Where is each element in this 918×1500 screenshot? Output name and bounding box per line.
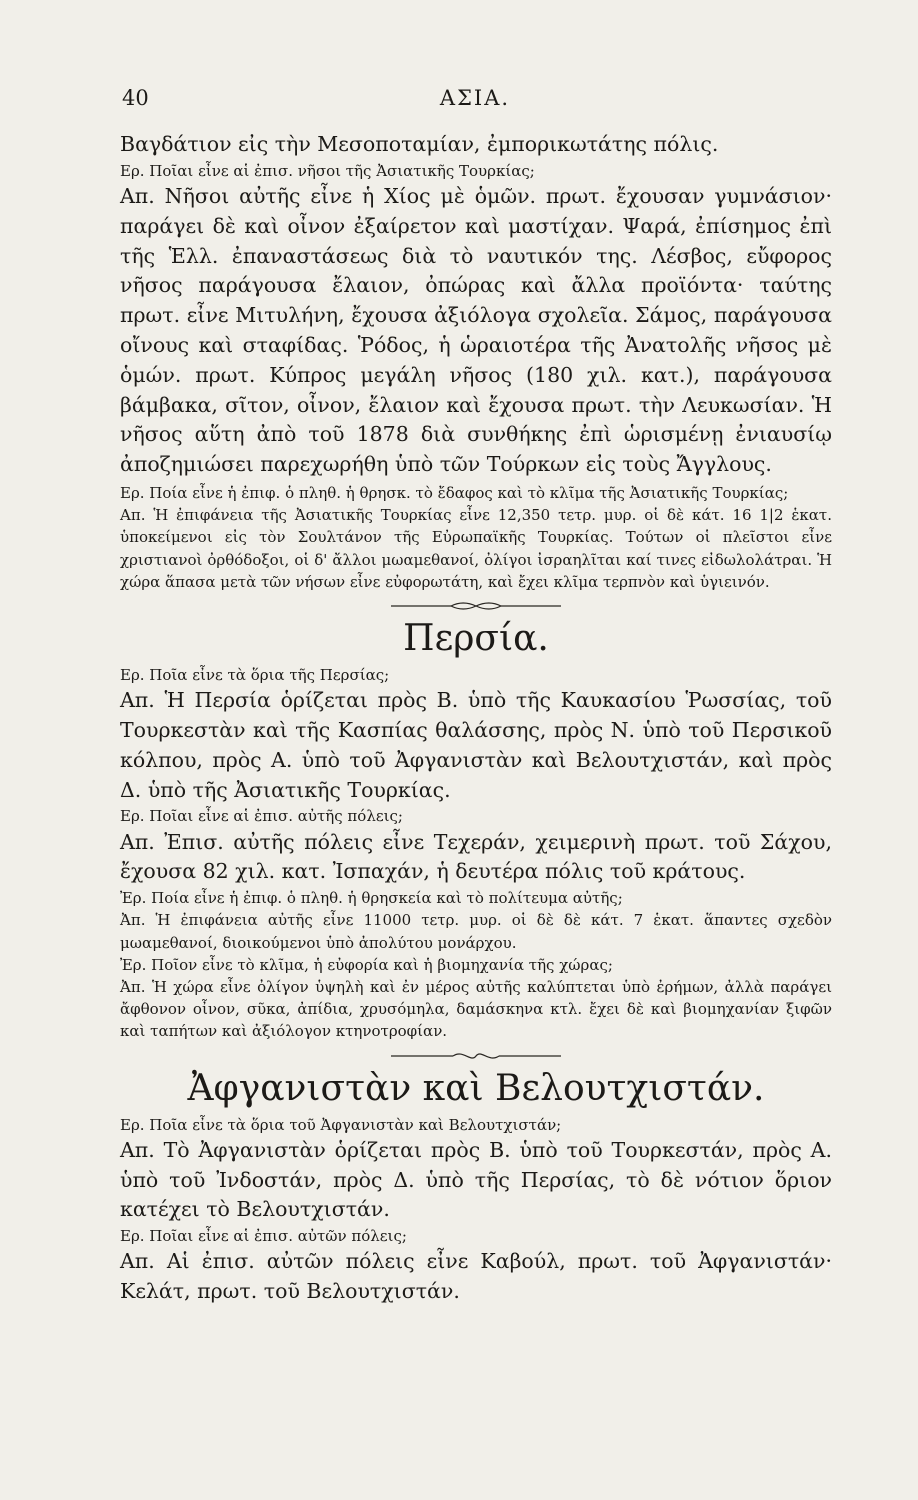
continued-paragraph: Βαγδάτιον εἰς τὴν Μεσοποταμίαν, ἐμπορικωτάτης πόλις.: [120, 132, 719, 156]
page-number: 40: [122, 86, 149, 110]
section-divider-ornament: [391, 1050, 561, 1062]
section-title-afghanistan: Ἀφγανιστὰν καὶ Βελουτχιστάν.: [187, 1067, 765, 1109]
answer-turkey-islands: Απ. Νῆσοι αὐτῆς εἶνε ἡ Χίος μὲ ὁμῶν. πρωτ. ἔχουσαν γυμνάσιον· παράγει δὲ καὶ οἶνον ἐξαίρετον καὶ μαστίχαν. Ψαρά, ἐπίσημος ἐπὶ τῆς Ἑλλ. ἐπαναστάσεως διὰ τὸ ναυτικόν της. Λέσβος, εὔφορος νῆσος παράγουσα ἔλαιον, ὀπώρας καὶ ἄλλα προϊόντα· ταύτης πρωτ. εἶνε Μιτυλήνη, ἔχουσα ἀξιόλογα σχολεῖα. Σάμος, παράγουσα οἴνους καὶ σταφίδας. Ῥόδος, ἡ ὡραιοτέρα τῆς Ἀνατολῆς νῆσος μὲ ὁμών. πρωτ. Κύπρος μεγάλη νῆσος (180 χιλ. κατ.), παράγουσα βάμβακα, σῖτον, οἶνον, ἔλαιον καὶ ἔχουσα πρωτ. τὴν Λευκωσίαν. Ἡ νῆσος αὕτη ἀπὸ τοῦ 1878 διὰ συνθήκης ἐπὶ ὡρισμένῃ ἐνιαυσίῳ ἀποζημιώσει παρεχωρήθη ὑπὸ τῶν Τούρκων εἰς τοὺς Ἄγγλους.: [120, 184, 832, 477]
answer-persia-climate: Ἀπ. Ἡ χώρα εἶνε ὀλίγον ὑψηλὴ καὶ ἐν μέρος αὐτῆς καλύπτεται ὑπὸ ἐρήμων, ἀλλὰ παράγει ἄφθονον οἶνον, σῦκα, ἀπίδια, χρυσόμηλα, δαμάσκηνα κτλ. ἔχει δὲ καὶ βιομηχανίαν ξιφῶν καὶ ταπήτων καὶ ἀξιόλογον κτηνοτροφίαν.: [120, 977, 832, 1041]
answer-persia-borders: Απ. Ἡ Περσία ὁρίζεται πρὸς Β. ὑπὸ τῆς Καυκασίου Ῥωσσίας, τοῦ Τουρκεστὰν καὶ τῆς Κασπίας θαλάσσης, πρὸς Ν. ὑπὸ τοῦ Περσικοῦ κόλπου, πρὸς Α. ὑπὸ τοῦ Ἀφγανιστὰν καὶ Βελουτχιστάν, καὶ πρὸς Δ. ὑπὸ τῆς Ἀσιατικῆς Τουρκίας.: [120, 688, 832, 802]
question-turkey-area: Ερ. Ποία εἶνε ἡ ἐπιφ. ὁ πληθ. ἡ θρησκ. τὸ ἔδαφος καὶ τὸ κλῖμα τῆς Ἀσιατικῆς Τουρκίας;: [120, 483, 789, 502]
answer-persia-cities: Απ. Ἐπισ. αὐτῆς πόλεις εἶνε Τεχεράν, χειμερινὴ πρωτ. τοῦ Σάχου, ἔχουσα 82 χιλ. κατ. Ἰσπαχάν, ἡ δευτέρα πόλις τοῦ κράτους.: [120, 829, 832, 884]
question-persia-area: Ἐρ. Ποία εἶνε ἡ ἐπιφ. ὁ πληθ. ἡ θρησκεία καὶ τὸ πολίτευμα αὐτῆς;: [120, 889, 623, 908]
question-persia-cities: Ερ. Ποῖαι εἶνε αἱ ἐπισ. αὐτῆς πόλεις;: [120, 807, 403, 826]
answer-afghanistan-cities: Απ. Αἱ ἐπισ. αὐτῶν πόλεις εἶνε Καβούλ, πρωτ. τοῦ Ἀφγανιστάν· Κελάτ, πρωτ. τοῦ Βελουτχιστάν.: [120, 1249, 832, 1304]
running-head: ΑΣΙΑ.: [439, 86, 511, 110]
question-turkey-islands: Ερ. Ποῖαι εἶνε αἱ ἐπισ. νῆσοι τῆς Ἀσιατικῆς Τουρκίας;: [120, 161, 535, 180]
page-body: [120, 130, 832, 1307]
question-persia-borders: Ερ. Ποῖα εἶνε τὰ ὅρια τῆς Περσίας;: [120, 665, 390, 684]
section-title-persia: Περσία.: [403, 617, 549, 659]
question-afghanistan-borders: Ερ. Ποῖα εἶνε τὰ ὅρια τοῦ Ἀφγανιστὰν καὶ Βελουτχιστάν;: [120, 1115, 562, 1134]
answer-persia-area: Ἀπ. Ἡ ἐπιφάνεια αὐτῆς εἶνε 11000 τετρ. μυρ. οἱ δὲ δὲ κάτ. 7 ἑκατ. ἅπαντες σχεδὸν μωαμεθανοί, διοικούμενοι ὑπὸ ἀπολύτου μονάρχου.: [120, 911, 832, 952]
page-header: [122, 86, 828, 118]
section-divider-ornament: [391, 600, 561, 612]
answer-turkey-area: Απ. Ἡ ἐπιφάνεια τῆς Ἀσιατικῆς Τουρκίας εἶνε 12,350 τετρ. μυρ. οἱ δὲ κάτ. 16 1|2 ἑκατ. ὑποκείμενοι εἰς τὸν Σουλτάνον τῆς Εὐρωπαϊκῆς Τουρκίας. Τούτων οἱ πλεῖστοι εἶνε χριστιανοὶ ὀρθόδοξοι, οἱ δ' ἄλλοι μωαμεθανοί, ὀλίγοι ἰσραηλῖται καί τινες εἰδωλολάτραι. Ἡ χώρα ἅπασα μετὰ τῶν νήσων εἶνε εὐφορωτάτη, καὶ ἔχει κλῖμα τερπνὸν καὶ ὑγιεινόν.: [120, 506, 832, 591]
question-afghanistan-cities: Ερ. Ποῖαι εἶνε αἱ ἐπισ. αὐτῶν πόλεις;: [120, 1227, 407, 1246]
question-persia-climate: Ἐρ. Ποῖον εἶνε τὸ κλῖμα, ἡ εὐφορία καὶ ἡ βιομηχανία τῆς χώρας;: [120, 955, 613, 974]
answer-afghanistan-borders: Απ. Τὸ Ἀφγανιστὰν ὁρίζεται πρὸς Β. ὑπὸ τοῦ Τουρκεστάν, πρὸς Α. ὑπὸ τοῦ Ἰνδοστάν, πρὸς Δ. ὑπὸ τῆς Περσίας, τὸ δὲ νότιον ὅριον κατέχει τὸ Βελουτχιστάν.: [120, 1137, 832, 1222]
